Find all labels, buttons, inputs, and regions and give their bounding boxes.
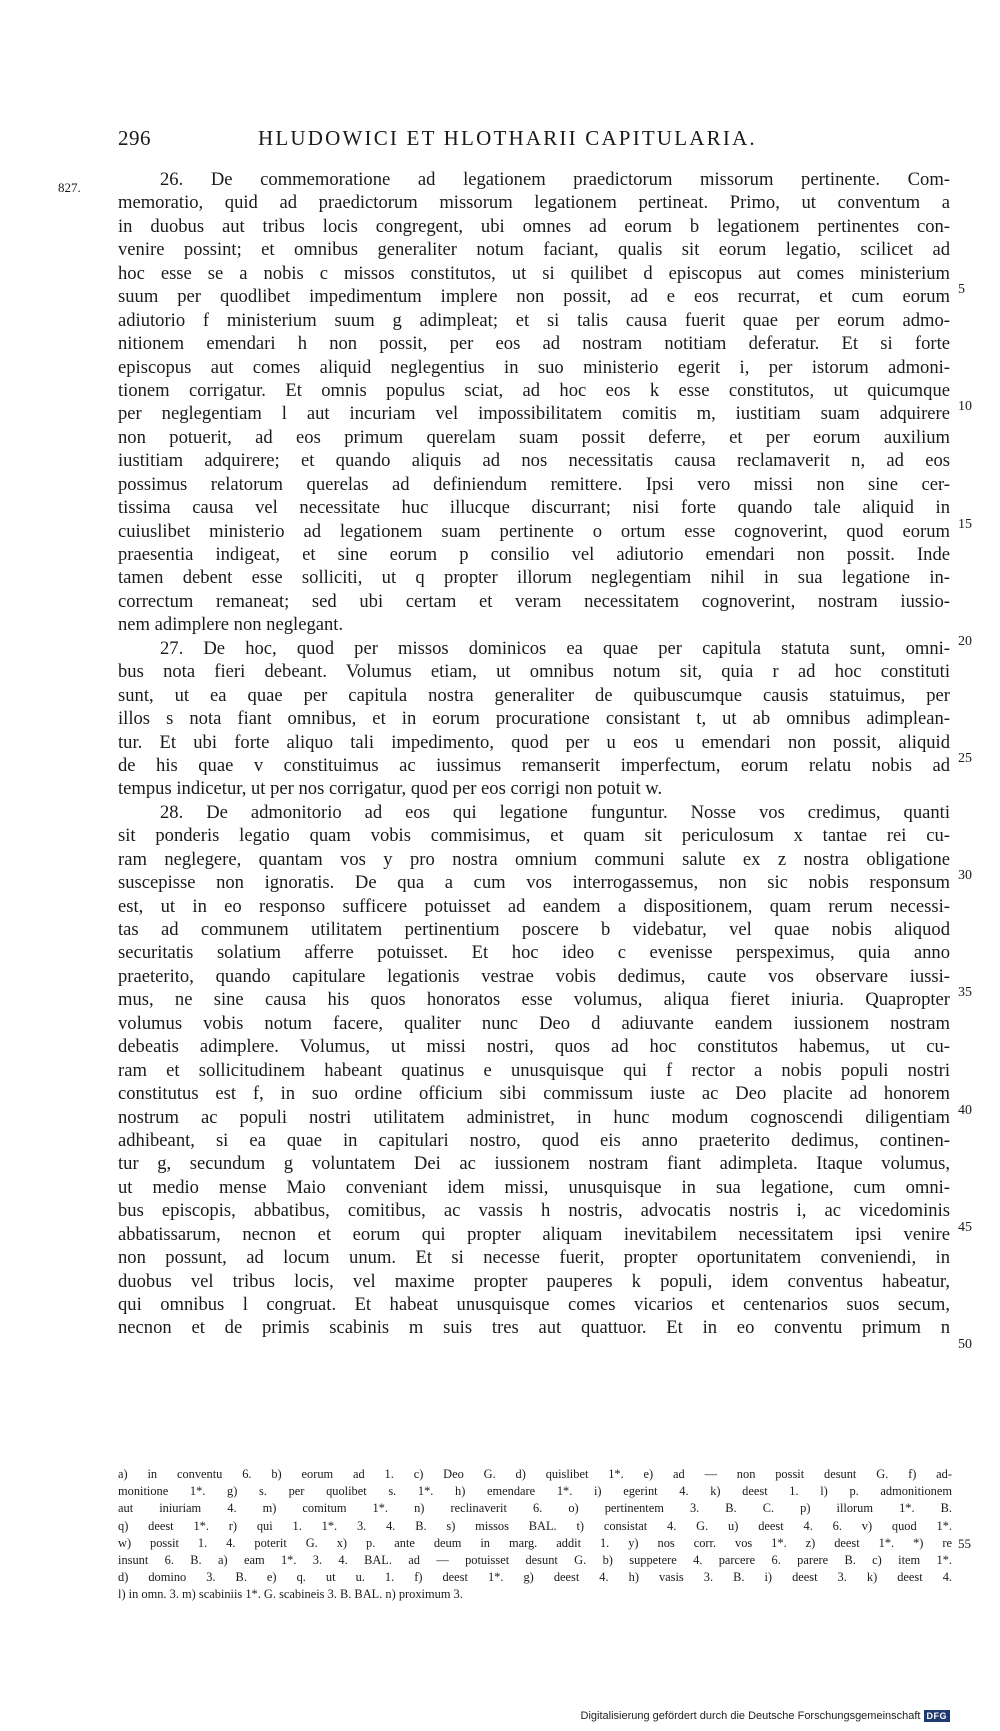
text-line: bus nota fieri debeant. Volumus etiam, ut omnibus notum sit, quia r ad hoc constituti (118, 661, 950, 683)
text-line: mus, ne sine causa his quos honoratos esse volumus, aliqua fieret iniuria. Quapropter (118, 989, 950, 1011)
text-line: sunt, ut ea quae per capitula nostra generaliter de quibuscumque causis statuimus, per (118, 684, 950, 706)
text-line: iustitiam adquirere; et quando aliquis ad nos necessitatis causa reclamaverit n, ad eos (118, 450, 950, 472)
text-line: praeterito, quando capitulare legationis vestrae vobis dedimus, caute vos observare iussi- (118, 965, 950, 987)
footnote-line: insunt 6. B. a) eam 1*. 3. 4. BAL. ad — potuisset desunt G. b) suppetere 4. parcere 6. parere B. c) item 1*. (118, 1552, 952, 1567)
line-number: 40 (958, 1103, 972, 1118)
line-number: 35 (958, 985, 972, 1000)
text-line: adiutorio f ministerium suum g adimpleat; et si talis causa fuerit quae per eorum admo- (118, 309, 950, 331)
line-number: 45 (958, 1220, 972, 1235)
text-line: tur g, secundum g voluntatem Dei ac iussionem nostram fiant adimpleta. Itaque volumus, (118, 1153, 950, 1175)
text-line: tas ad communem utilitatem pertinentium poscere b videbatur, vel quae nobis aliquod (118, 919, 950, 940)
line-number: 30 (958, 868, 972, 883)
text-line: in duobus aut tribus locis congregent, ubi omnes ad eorum b legationem pertinentes con- (118, 215, 950, 237)
text-line: non potuerit, ad eos primum querelam suam possit deferre, et per eorum auxilium (118, 426, 950, 448)
text-line: hoc esse se a nobis c missos constitutos, ut si quilibet d episcopus aut comes ministerium (118, 262, 950, 284)
line-number: 15 (958, 517, 972, 532)
text-line: per neglegentiam l aut incuriam vel impossibilitatem comitis m, iustitiam suam adquirere (118, 403, 950, 425)
text-line: de his quae v constituimus ac iussimus remanserit imperfectum, eorum relatu nobis ad (118, 754, 950, 776)
text-line: tempus indicetur, ut per nos corrigatur, quod per eos corrigi non potuit w. (118, 778, 663, 800)
text-line: non possunt, ad locum unum. Et si necesse fuerit, propter oportunitatem conveniendi, in (118, 1247, 950, 1269)
text-line: praesentia indigeat, et sine eorum p consilio vel adiutorio emendari non possit. Inde (118, 544, 950, 565)
text-line: suscepisse non ignoratis. De qua a cum vos interrogassemus, non sic nobis responsum (118, 872, 950, 894)
text-line: sit ponderis legatio quam vobis commisimus, et quam sit periculosum x tantae rei cu- (118, 825, 950, 847)
footnote-line: w) possit 1. 4. poterit G. x) p. ante deum in marg. addit 1. y) nos corr. vos 1*. z) deest 1*. *) re (118, 1535, 952, 1550)
line-number: 5 (958, 282, 965, 297)
body-text (118, 168, 950, 1340)
footnote-line-number: 55 (958, 1536, 971, 1551)
text-line: nostrum ac populi nostri utilitatem administret, in hunc modum cognoscendi diligentiam (118, 1106, 950, 1128)
margin-year: 827. (58, 180, 81, 195)
text-line: nitionem emendari h non possit, per eos ad nostram notitiam deferatur. Et si forte (118, 333, 950, 355)
credit-text: Digitalisierung gefördert durch die Deutsche Forschungsgemeinschaft (580, 1710, 921, 1722)
digitization-credit (581, 1710, 950, 1722)
text-line: 28. De admonitorio ad eos qui legatione funguntur. Nosse vos credimus, quanti (160, 801, 950, 823)
line-number: 25 (958, 751, 972, 766)
text-line: episcopus aut comes aliquid neglegentius in suo ministerio egerit i, per istorum admoni- (118, 356, 950, 378)
text-line: duobus vel tribus locis, vel maxime propter pauperes k populi, idem conventus habeatur, (118, 1270, 950, 1292)
text-line: constitutus est f, in suo ordine officium sibi commissum iuste ac Deo placite ad honorem (118, 1083, 950, 1105)
text-line: cuiuslibet ministerio ad legationem suam pertinente o ortum esse cognoverint, quod eorum (118, 520, 950, 542)
text-line: tissima causa vel necessitate huc illucque discurrant; nisi forte quando tale aliquid in (118, 497, 950, 519)
text-line: venire possint; et omnibus generaliter notum faciant, qualis sit eorum legatio, scilicet ad (118, 239, 950, 261)
text-line: securitatis solatium afferre potuisset. Et hoc ideo c evenisse perspeximus, quia anno (118, 942, 950, 964)
page-header (118, 126, 958, 156)
text-line: possimus relatorum querelas ad definiendum remittere. Ipsi vero missi non sine cer- (118, 473, 950, 495)
text-line: debeatis adimplere. Volumus, ut missi nostri, quos ad hoc constitutos habemus, ut cu- (118, 1036, 950, 1058)
footnote-line: a) in conventu 6. b) eorum ad 1. c) Deo G. d) quislibet 1*. e) ad — non possit desunt G. f) ad- (118, 1467, 952, 1481)
text-line: correctum remaneat; sed ubi certam et veram necessitatem cognoverint, nostram iussio- (118, 590, 950, 612)
dfg-logo-icon: DFG (924, 1710, 951, 1722)
text-line: nem adimplere non neglegant. (118, 614, 344, 636)
text-line: 27. De hoc, quod per missos dominicos ea quae per capitula statuta sunt, omni- (160, 637, 950, 659)
text-line: 26. De commemoratione ad legationem praedictorum missorum pertinente. Com- (160, 169, 950, 190)
text-line: ut medio mense Maio conveniant idem missi, unusquisque in sua legatione, cum omni- (118, 1176, 950, 1198)
text-line: est, ut in eo responso sufficere potuisset ad eandem a dispositionem, quam rerum necessi- (118, 895, 950, 917)
footnote-line: aut iniuriam 4. m) comitum 1*. n) reclinaverit 6. o) pertinentem 3. B. C. p) illorum 1*. B. (118, 1501, 952, 1516)
text-line: adhibeant, si ea quae in capitulari nostro, quod eis anno praeterito dedimus, continen- (118, 1129, 950, 1151)
text-line: ram et sollicitudinem habeant quatinus e unusquisque qui f rector a nobis populi nostri (118, 1059, 950, 1081)
text-line: tionem corrigatur. Et omnis populus sciat, ad hoc eos k esse constitutos, ut quicumque (118, 379, 950, 401)
text-line: tamen debent esse solliciti, ut q propter illorum neglegentiam nihil in sua legatione in- (118, 567, 950, 589)
footnote-line: q) deest 1*. r) qui 1. 1*. 3. 4. B. s) missos BAL. t) consistat 4. G. u) deest 4. 6. v) quod 1*. (118, 1518, 952, 1533)
text-line: bus episcopis, abbatibus, comitibus, ac vassis h nostris, advocatis nostris i, ac vicedominis (118, 1200, 950, 1222)
line-number: 20 (958, 634, 972, 649)
footnotes (118, 1466, 952, 1604)
text-line: ram neglegere, quantam vos y pro nostra omnium communi salute ex z nostra obligatione (118, 848, 950, 870)
footnote-line: monitione 1*. g) s. per quolibet s. 1*. h) emendare 1*. i) egerint 4. k) deest 1. l) p. admonitionem (118, 1484, 952, 1499)
text-line: qui omnibus l congruat. Et habeat unusquisque comes vicarios et centenarios suos secum, (118, 1294, 950, 1315)
text-line: illos s nota fiant omnibus, et in eorum procuratione consistant t, ut ab omnibus adimplean- (118, 708, 950, 730)
line-number: 50 (958, 1337, 972, 1352)
text-line: abbatissarum, necnon et eorum qui propter aliquam inevitabilem necessitatem ipsi venire (118, 1223, 950, 1245)
page-number: 296 (118, 126, 151, 150)
text-line: tur. Et ubi forte aliquo tali impedimento, quod per u eos u emendari non possit, aliquid (118, 731, 950, 753)
line-number: 10 (958, 399, 972, 414)
text-line: suum per quodlibet impedimentum implere non possit, ad e eos recurrat, et cum eorum (118, 286, 950, 308)
text-line: volumus vobis notum facere, qualiter nunc Deo d adiuvante eandem iussionem nostram (118, 1012, 950, 1034)
footnote-line: l) in omn. 3. m) scabiniis 1*. G. scabineis 3. B. BAL. n) proximum 3. (118, 1587, 463, 1602)
text-line: memoratio, quid ad praedictorum missorum legationem pertineat. Primo, ut conventum a (118, 192, 950, 214)
footnote-line: d) domino 3. B. e) q. ut u. 1. f) deest 1*. g) deest 4. h) vasis 3. B. i) deest 3. k) deest 4. (118, 1570, 952, 1585)
text-line: necnon et de primis scabinis m suis tres aut quattuor. Et in eo conventu primum n (118, 1317, 950, 1339)
running-title: HLUDOWICI ET HLOTHARII CAPITULARIA. (258, 126, 757, 150)
